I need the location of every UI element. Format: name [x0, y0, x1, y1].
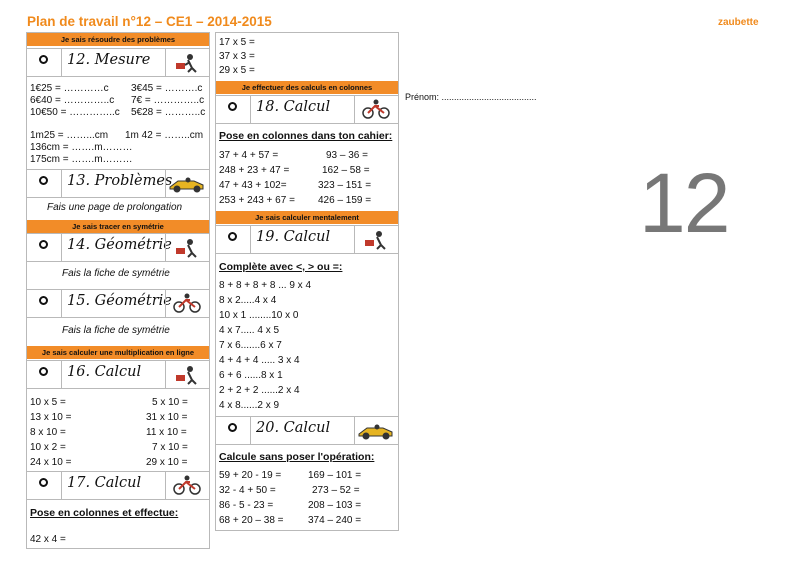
mesure-line: 3€45 = ……….c	[131, 83, 203, 94]
exercise-item: 162 – 58 =	[322, 165, 370, 176]
section-heading: Pose en colonnes et effectue:	[30, 507, 179, 519]
mesure-line: 175cm = …….m………	[30, 154, 133, 165]
task-checkbox[interactable]	[39, 55, 48, 64]
exercise-item: 374 – 240 =	[308, 515, 362, 526]
exercise-item: 13 x 10 =	[30, 412, 72, 423]
task-label: 12. Mesure	[67, 52, 151, 68]
mesure-line: 10€50 = …………..c	[30, 107, 120, 118]
task-label: 19. Calcul	[256, 229, 331, 245]
task-16-row	[27, 360, 209, 389]
exercise-item: 11 x 10 =	[146, 427, 187, 438]
walker-icon	[168, 236, 206, 258]
exercise-item: 86 - 5 - 23 =	[219, 500, 274, 511]
exercise-item: 5 x 10 =	[152, 397, 188, 408]
exercise-item: 31 x 10 =	[146, 412, 188, 423]
exercise-item: 59 + 20 - 19 =	[219, 470, 282, 481]
mesure-line: 1m 42 = ……..cm	[125, 130, 204, 141]
exercise-item: 24 x 10 =	[30, 457, 72, 468]
task-14-row	[27, 233, 209, 262]
task-label: 20. Calcul	[256, 420, 331, 436]
section-band-colonnes: Je effectuer des calculs en colonnes	[216, 81, 398, 94]
walker-icon	[168, 363, 206, 385]
task-checkbox[interactable]	[39, 367, 48, 376]
task-checkbox[interactable]	[228, 102, 237, 111]
mesure-line: 136cm = …….m………	[30, 142, 133, 153]
mesure-line: 5€28 = ………..c	[131, 107, 206, 118]
bicycle-icon	[168, 474, 206, 496]
left-column	[26, 32, 210, 549]
exercise-item: 169 – 101 =	[308, 470, 362, 481]
middle-column	[215, 32, 399, 531]
task-19-row	[216, 225, 398, 254]
task-checkbox[interactable]	[39, 240, 48, 249]
task-checkbox[interactable]	[39, 296, 48, 305]
task-label: 17. Calcul	[67, 475, 142, 491]
task-13-row	[27, 169, 209, 198]
mesure-line: 1€25 = …………c	[30, 83, 109, 94]
task-label: 18. Calcul	[256, 99, 331, 115]
exercise-item: 248 + 23 + 47 =	[219, 165, 290, 176]
task-15-row	[27, 289, 209, 318]
task-checkbox[interactable]	[228, 423, 237, 432]
exercise-item: 47 + 43 + 102=	[219, 180, 287, 191]
task-12-row	[27, 48, 209, 77]
exercise-item: 17 x 5 =	[219, 37, 255, 48]
mesure-line: 6€40 = …………..c	[30, 95, 115, 106]
author-name: zaubette	[718, 17, 759, 28]
task-checkbox[interactable]	[39, 176, 48, 185]
section-band-problemes: Je sais résoudre des problèmes	[27, 33, 209, 46]
section-heading: Complète avec <, > ou =:	[219, 261, 343, 273]
exercise-item: 8 + 8 + 8 + 8 ... 9 x 4	[219, 280, 312, 291]
race-car-icon	[357, 419, 395, 441]
exercise-item: 273 – 52 =	[312, 485, 360, 496]
task-18-row	[216, 95, 398, 124]
task-label: 14. Géométrie	[67, 237, 172, 253]
task-checkbox[interactable]	[228, 232, 237, 241]
exercise-item: 4 x 8......2 x 9	[219, 400, 280, 411]
exercise-item: 8 x 10 =	[30, 427, 66, 438]
exercise-item: 7 x 6.......6 x 7	[219, 340, 282, 351]
exercise-item: 29 x 5 =	[219, 65, 255, 76]
section-band-mental: Je sais calculer mentalement	[216, 211, 398, 224]
task-17-row	[27, 471, 209, 500]
plan-number: 12	[639, 156, 729, 250]
exercise-item: 37 + 4 + 57 =	[219, 150, 279, 161]
exercise-item: 4 x 7..... 4 x 5	[219, 325, 280, 336]
exercise-item: 10 x 5 =	[30, 397, 66, 408]
task-label: 13. Problèmes	[67, 173, 173, 189]
page-title: Plan de travail n°12 – CE1 – 2014-2015	[27, 14, 272, 29]
exercise-item: 37 x 3 =	[219, 51, 255, 62]
exercise-item: 8 x 2.....4 x 4	[219, 295, 277, 306]
instruction-note: Fais la fiche de symétrie	[62, 268, 170, 279]
exercise-item: 93 – 36 =	[326, 150, 368, 161]
exercise-item: 208 – 103 =	[308, 500, 362, 511]
exercise-item: 323 – 151 =	[318, 180, 372, 191]
section-band-symetrie: Je sais tracer en symétrie	[27, 220, 209, 233]
task-20-row	[216, 416, 398, 445]
name-field[interactable]: Prénom: ......................................	[405, 92, 537, 102]
walker-icon	[168, 51, 206, 73]
task-label: 15. Géométrie	[67, 293, 172, 309]
section-heading: Calcule sans poser l'opération:	[219, 451, 375, 463]
exercise-item: 29 x 10 =	[146, 457, 188, 468]
exercise-item: 10 x 1 ........10 x 0	[219, 310, 299, 321]
exercise-item: 32 - 4 + 50 =	[219, 485, 276, 496]
exercise-item: 42 x 4 =	[30, 534, 66, 545]
bicycle-icon	[168, 292, 206, 314]
task-checkbox[interactable]	[39, 478, 48, 487]
exercise-item: 10 x 2 =	[30, 442, 66, 453]
section-heading: Pose en colonnes dans ton cahier:	[219, 130, 393, 142]
mesure-line: 1m25 = ……...cm	[30, 130, 109, 141]
exercise-item: 7 x 10 =	[152, 442, 188, 453]
instruction-note: Fais une page de prolongation	[47, 202, 183, 213]
exercise-item: 426 – 159 =	[318, 195, 372, 206]
bicycle-icon	[357, 98, 395, 120]
exercise-item: 68 + 20 – 38 =	[219, 515, 284, 526]
instruction-note: Fais la fiche de symétrie	[62, 325, 170, 336]
section-band-multiplication: Je sais calculer une multiplication en ligne	[27, 346, 209, 359]
exercise-item: 6 + 6 ......8 x 1	[219, 370, 283, 381]
task-label: 16. Calcul	[67, 364, 142, 380]
exercise-item: 4 + 4 + 4 ..... 3 x 4	[219, 355, 300, 366]
mesure-line: 7€ = …………..c	[131, 95, 205, 106]
walker-icon	[357, 228, 395, 250]
exercise-item: 253 + 243 + 67 =	[219, 195, 295, 206]
race-car-icon	[168, 172, 206, 194]
exercise-item: 2 + 2 + 2 ......2 x 4	[219, 385, 300, 396]
